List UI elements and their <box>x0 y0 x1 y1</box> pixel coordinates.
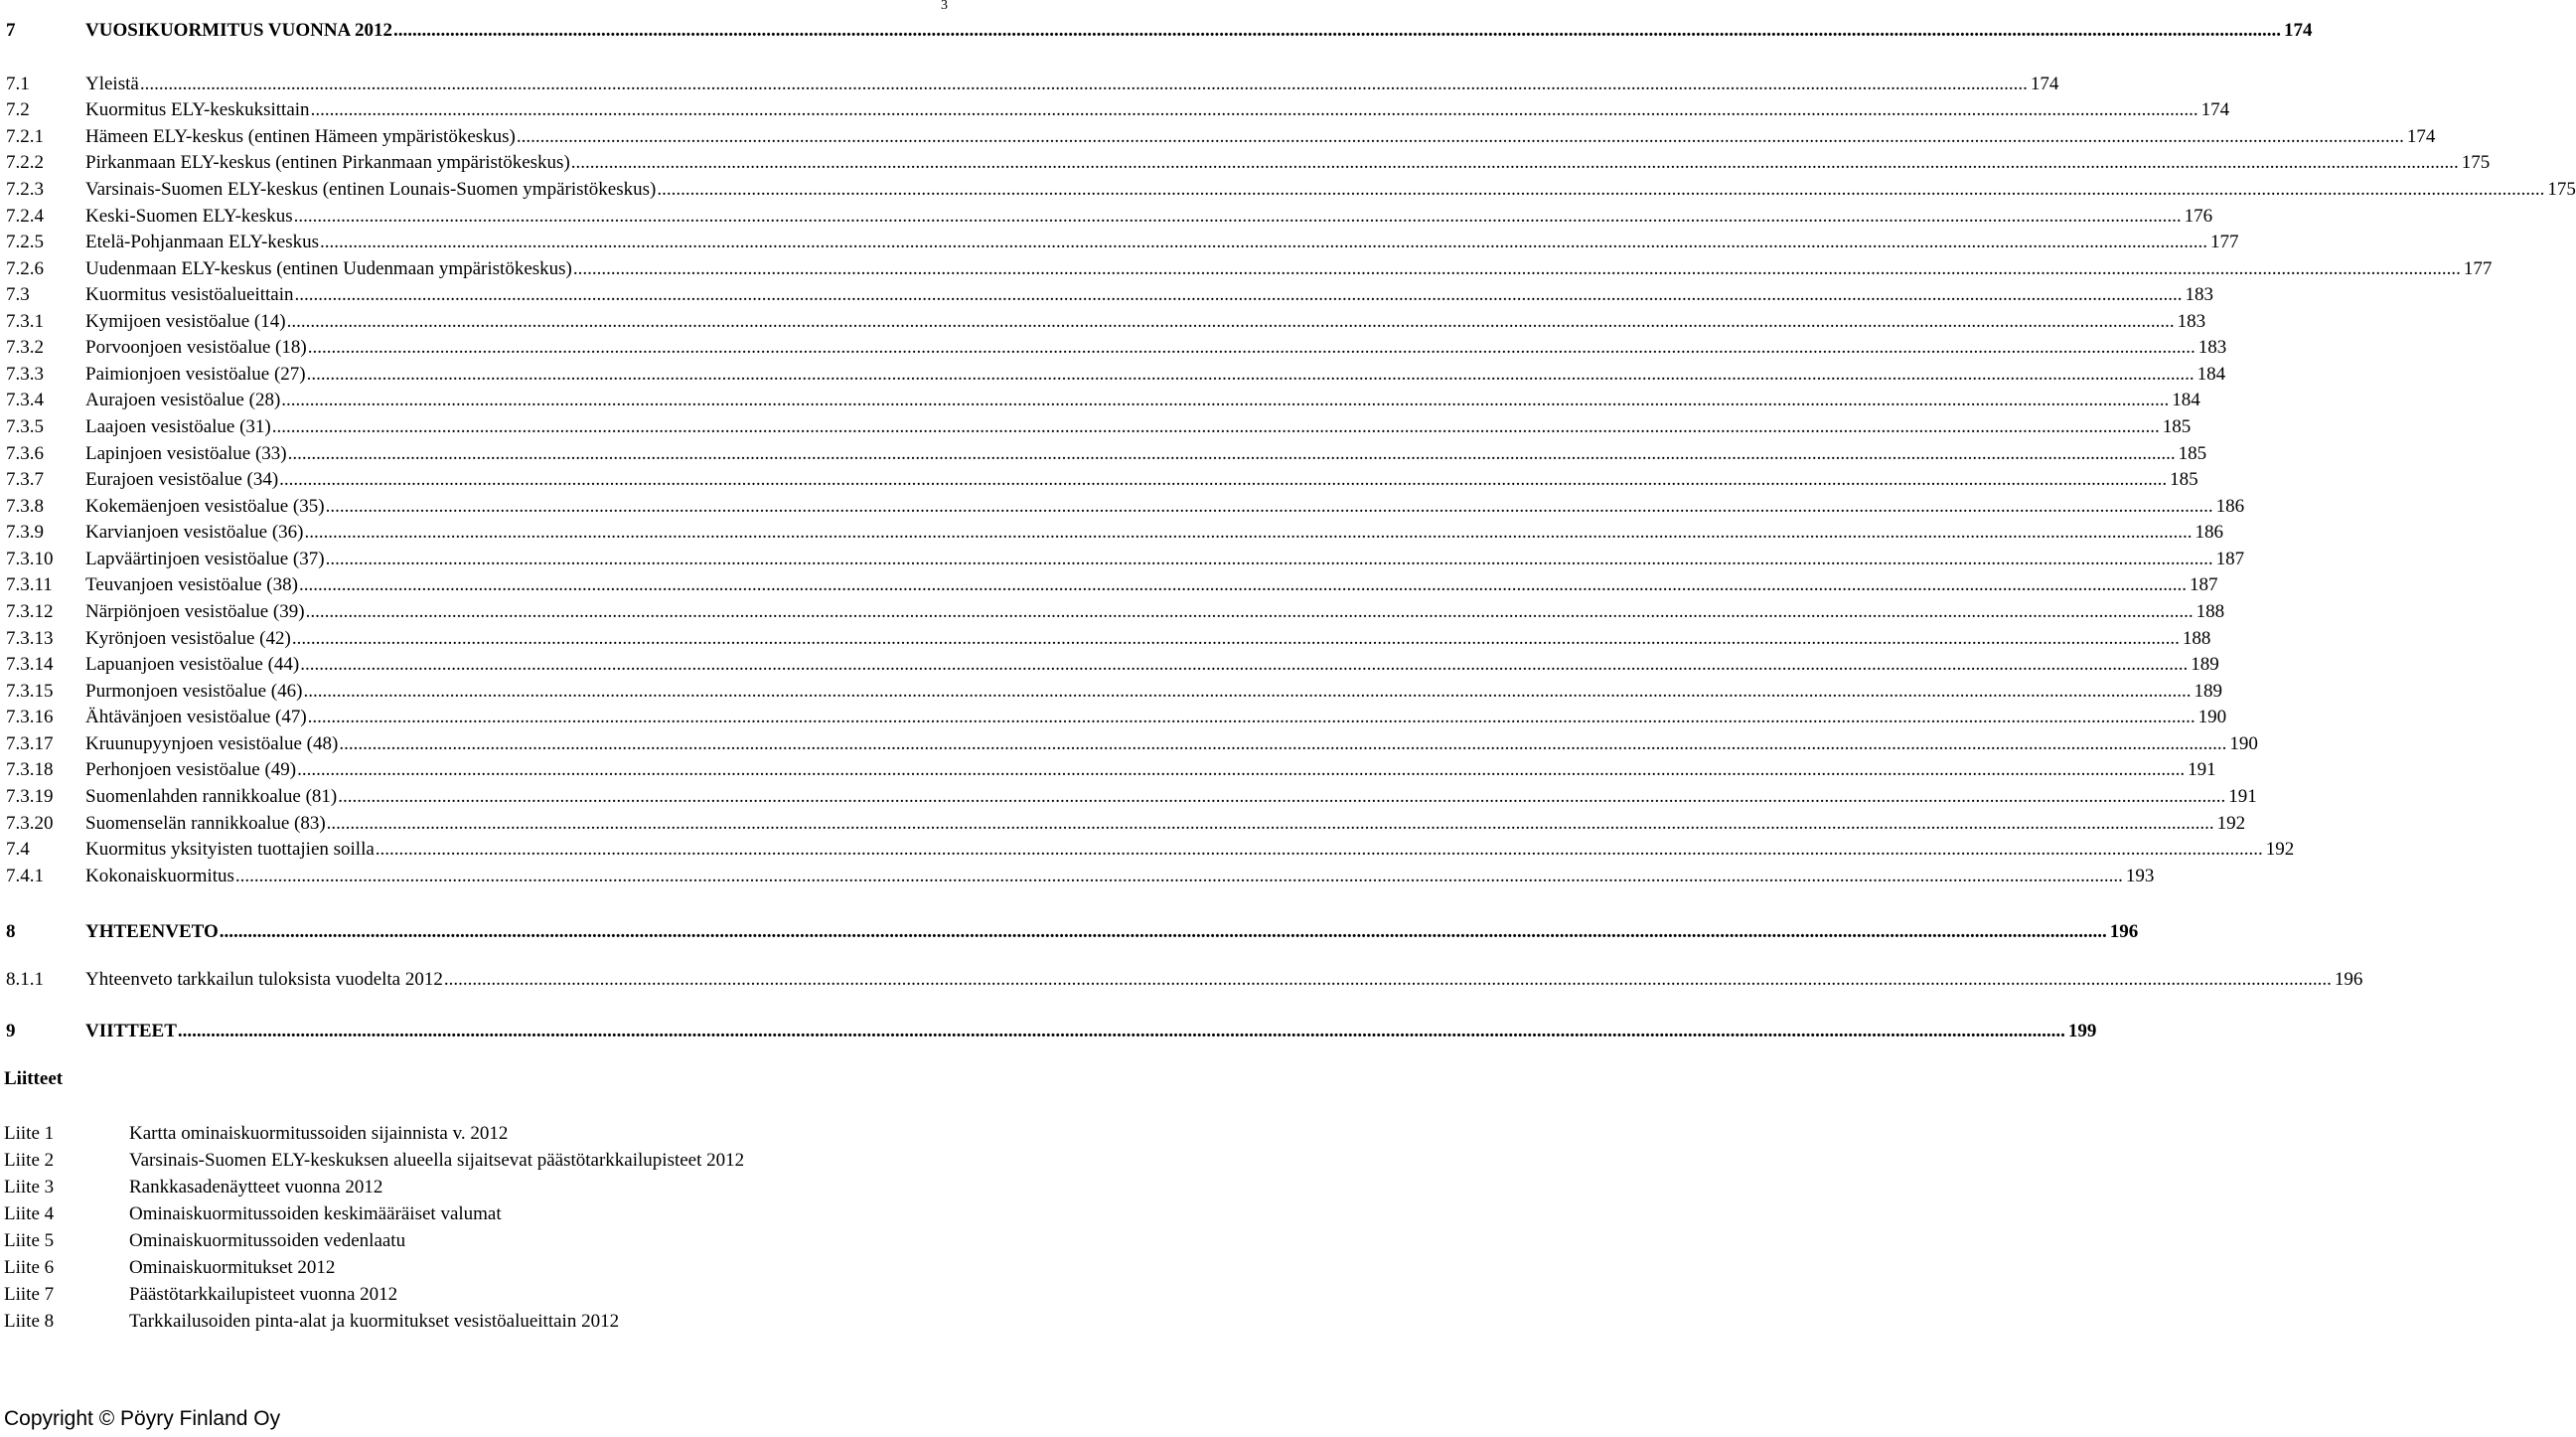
toc-entry[interactable] <box>0 598 2225 625</box>
toc-entry-number: 7.2.5 <box>6 232 44 252</box>
toc-leader-dots: ................................................................................................................................................................................................................................................................................................................................................................................................................ <box>219 921 2107 942</box>
toc-leader-dots: ................................................................................................................................................................................................................................................................................................................................................................................................................ <box>516 126 2404 147</box>
toc-entry-title: Aurajoen vesistöalue (28) <box>85 390 281 410</box>
toc-entry-title: Teuvanjoen vesistöalue (38) <box>85 574 298 595</box>
toc-leader-dots: ................................................................................................................................................................................................................................................................................................................................................................................................................ <box>286 311 2175 332</box>
toc-entry-page: 183 <box>2197 337 2227 358</box>
toc-entry-page: 174 <box>2283 20 2313 41</box>
toc-entry-page: 190 <box>2229 733 2258 754</box>
toc-entry-title: Suomenselän rannikkoalue (83) <box>85 813 326 834</box>
appendix-label: Liite 6 <box>4 1257 55 1278</box>
toc-entry-page: 177 <box>2210 232 2239 252</box>
toc-entry-title: Porvoonjoen vesistöalue (18) <box>85 337 307 358</box>
toc-leader-dots: ................................................................................................................................................................................................................................................................................................................................................................................................................ <box>177 1021 2065 1041</box>
toc-entry[interactable] <box>0 493 2245 520</box>
toc-entry-page: 175 <box>2547 179 2576 200</box>
toc-entry-number: 9 <box>6 1021 16 1041</box>
appendix-description: Ominaiskuormitussoiden keskimääräiset valumat <box>129 1203 502 1224</box>
toc-entry[interactable] <box>0 466 2198 493</box>
toc-entry-page: 176 <box>2184 206 2213 227</box>
toc-entry-page: 192 <box>2216 813 2246 834</box>
appendix-label: Liite 7 <box>4 1284 55 1305</box>
toc-entry-number: 7.3.13 <box>6 628 54 649</box>
toc-entry-title: Karvianjoen vesistöalue (36) <box>85 522 304 543</box>
toc-entry[interactable] <box>0 413 2192 440</box>
toc-entry[interactable] <box>0 387 2200 413</box>
toc-entry-page: 174 <box>2200 99 2230 120</box>
toc-entry-title: Ähtävänjoen vesistöalue (47) <box>85 707 307 727</box>
footer-copyright: Copyright © Pöyry Finland Oy <box>4 1407 281 1430</box>
toc-entry-number: 7.2.3 <box>6 179 44 200</box>
toc-entry-title: YHTEENVETO <box>85 921 219 942</box>
toc-leader-dots: ................................................................................................................................................................................................................................................................................................................................................................................................................ <box>287 443 2176 464</box>
toc-entry-number: 7.3.8 <box>6 496 44 517</box>
toc-leader-dots: ................................................................................................................................................................................................................................................................................................................................................................................................................ <box>271 416 2160 437</box>
toc-entry-page: 190 <box>2197 707 2227 727</box>
toc-entry-title: Hämeen ELY-keskus (entinen Hämeen ympäristökeskus) <box>85 126 516 147</box>
toc-entry-number: 7.3.16 <box>6 707 54 727</box>
toc-leader-dots: ................................................................................................................................................................................................................................................................................................................................................................................................................ <box>307 707 2196 727</box>
toc-entry-title: VUOSIKUORMITUS VUONNA 2012 <box>85 20 392 41</box>
toc-entry-page: 199 <box>2067 1021 2097 1041</box>
toc-entry-page: 184 <box>2197 364 2226 385</box>
toc-entry-title: Kokemäenjoen vesistöalue (35) <box>85 496 325 517</box>
toc-entry[interactable] <box>0 756 2216 783</box>
appendix-description: Varsinais-Suomen ELY-keskuksen alueella sijaitsevat päästötarkkailupisteet 2012 <box>129 1150 745 1171</box>
toc-entry[interactable] <box>0 96 2230 123</box>
appendix-label: Liite 3 <box>4 1177 55 1198</box>
toc-entry[interactable] <box>0 229 2239 255</box>
toc-entry-page: 187 <box>2215 549 2245 569</box>
toc-leader-dots: ................................................................................................................................................................................................................................................................................................................................................................................................................ <box>570 152 2459 173</box>
appendix-description: Kartta ominaiskuormitussoiden sijainnista v. 2012 <box>129 1123 509 1144</box>
toc-entry-number: 7.3.10 <box>6 549 54 569</box>
toc-entry-number: 7.2.1 <box>6 126 44 147</box>
toc-entry[interactable] <box>0 71 2059 97</box>
toc-entry[interactable] <box>0 704 2227 730</box>
toc-entry-number: 7.2 <box>6 99 30 120</box>
toc-entry[interactable] <box>0 308 2206 335</box>
toc-entry-page: 191 <box>2228 786 2257 807</box>
toc-leader-dots: ................................................................................................................................................................................................................................................................................................................................................................................................................ <box>572 258 2461 279</box>
toc-entry-number: 7.2.6 <box>6 258 44 279</box>
toc-leader-dots: ................................................................................................................................................................................................................................................................................................................................................................................................................ <box>326 813 2214 834</box>
toc-entry[interactable] <box>0 334 2227 361</box>
toc-leader-dots: ................................................................................................................................................................................................................................................................................................................................................................................................................ <box>303 681 2192 702</box>
toc-entry-title: Lapväärtinjoen vesistöalue (37) <box>85 549 325 569</box>
toc-entry[interactable] <box>0 678 2222 705</box>
toc-entry-page: 185 <box>2178 443 2207 464</box>
toc-entry-page: 185 <box>2162 416 2192 437</box>
appendix-label: Liite 5 <box>4 1230 55 1251</box>
toc-leader-dots: ................................................................................................................................................................................................................................................................................................................................................................................................................ <box>294 284 2183 305</box>
toc-leader-dots: ................................................................................................................................................................................................................................................................................................................................................................................................................ <box>234 866 2123 886</box>
toc-entry-number: 7 <box>6 20 16 41</box>
toc-entry[interactable] <box>0 281 2214 308</box>
toc-entry-title: Lapinjoen vesistöalue (33) <box>85 443 287 464</box>
toc-entry-number: 7.3.9 <box>6 522 44 543</box>
toc-leader-dots: ................................................................................................................................................................................................................................................................................................................................................................................................................ <box>320 232 2208 252</box>
toc-entry[interactable] <box>0 123 2436 150</box>
toc-leader-dots: ................................................................................................................................................................................................................................................................................................................................................................................................................ <box>291 628 2180 649</box>
appendix-description: Tarkkailusoiden pinta-alat ja kuormitukset vesistöalueittain 2012 <box>129 1311 620 1332</box>
toc-entry-number: 7.3.19 <box>6 786 54 807</box>
toc-entry-page: 183 <box>2185 284 2214 305</box>
toc-entry-number: 7.2.4 <box>6 206 44 227</box>
toc-leader-dots: ................................................................................................................................................................................................................................................................................................................................................................................................................ <box>297 759 2186 780</box>
toc-entry[interactable] <box>0 783 2257 810</box>
toc-entry-title: Yleistä <box>85 74 139 94</box>
toc-entry-title: Keski-Suomen ELY-keskus <box>85 206 293 227</box>
appendices-heading: Liitteet <box>4 1068 64 1089</box>
toc-leader-dots: ................................................................................................................................................................................................................................................................................................................................................................................................................ <box>139 74 2028 94</box>
toc-entry-page: 174 <box>2406 126 2436 147</box>
toc-entry[interactable] <box>0 651 2219 678</box>
toc-leader-dots: ................................................................................................................................................................................................................................................................................................................................................................................................................ <box>281 390 2170 410</box>
toc-entry-number: 7.3.1 <box>6 311 44 332</box>
toc-entry-title: Suomenlahden rannikkoalue (81) <box>85 786 338 807</box>
toc-entry-page: 186 <box>2215 496 2245 517</box>
appendix-label: Liite 2 <box>4 1150 55 1171</box>
appendix-description: Ominaiskuormitukset 2012 <box>129 1257 336 1278</box>
toc-leader-dots: ................................................................................................................................................................................................................................................................................................................................................................................................................ <box>300 654 2189 675</box>
toc-leader-dots: ................................................................................................................................................................................................................................................................................................................................................................................................................ <box>307 337 2196 358</box>
toc-entry-number: 7.2.2 <box>6 152 44 173</box>
toc-leader-dots: ................................................................................................................................................................................................................................................................................................................................................................................................................ <box>306 364 2195 385</box>
toc-entry-title: Lapuanjoen vesistöalue (44) <box>85 654 300 675</box>
toc-entry-page: 189 <box>2191 654 2219 675</box>
appendix-description: Ominaiskuormitussoiden vedenlaatu <box>129 1230 406 1251</box>
toc-entry-page: 196 <box>2334 969 2363 990</box>
toc-entry-title: Purmonjoen vesistöalue (46) <box>85 681 303 702</box>
toc-entry-page: 175 <box>2461 152 2491 173</box>
toc-entry[interactable] <box>0 810 2246 837</box>
toc-entry-page: 188 <box>2196 601 2225 622</box>
toc-entry-number: 7.3.3 <box>6 364 44 385</box>
toc-leader-dots: ................................................................................................................................................................................................................................................................................................................................................................................................................ <box>305 601 2194 622</box>
toc-entry-title: Varsinais-Suomen ELY-keskus (entinen Lounais-Suomen ympäristökeskus) <box>85 179 657 200</box>
toc-entry[interactable] <box>0 519 2223 546</box>
toc-leader-dots: ................................................................................................................................................................................................................................................................................................................................................................................................................ <box>304 522 2193 543</box>
toc-entry-number: 7.3.5 <box>6 416 44 437</box>
toc-entry-page: 177 <box>2463 258 2493 279</box>
toc-entry-page: 193 <box>2125 866 2155 886</box>
toc-entry-number: 8 <box>6 921 16 942</box>
toc-entry-title: Laajoen vesistöalue (31) <box>85 416 271 437</box>
toc-entry-number: 7.3.14 <box>6 654 54 675</box>
toc-entry-page: 191 <box>2188 759 2216 780</box>
toc-entry-title: Kokonaiskuormitus <box>85 866 234 886</box>
toc-leader-dots: ................................................................................................................................................................................................................................................................................................................................................................................................................ <box>657 179 2545 200</box>
toc-entry-page: 192 <box>2265 839 2295 860</box>
toc-entry-page: 196 <box>2109 921 2139 942</box>
toc-entry[interactable] <box>0 966 2363 993</box>
toc-entry-number: 7.3.7 <box>6 469 44 490</box>
toc-entry[interactable] <box>0 255 2493 282</box>
toc-entry-title: Kuormitus vesistöalueittain <box>85 284 294 305</box>
toc-entry-number: 7.3.20 <box>6 813 54 834</box>
toc-entry[interactable] <box>0 836 2295 863</box>
toc-entry-page: 189 <box>2194 681 2222 702</box>
toc-entry[interactable] <box>0 176 2576 203</box>
toc-entry-number: 7.3.2 <box>6 337 44 358</box>
toc-entry-title: VIITTEET <box>85 1021 177 1041</box>
toc-entry-title: Kyrönjoen vesistöalue (42) <box>85 628 291 649</box>
page-number: 3 <box>941 0 948 13</box>
toc-entry[interactable] <box>0 918 2139 945</box>
toc-entry-number: 7.3.17 <box>6 733 54 754</box>
toc-entry-number: 8.1.1 <box>6 969 44 990</box>
toc-entry-number: 7.1 <box>6 74 30 94</box>
toc-entry-title: Kuormitus yksityisten tuottajien soilla <box>85 839 375 860</box>
toc-leader-dots: ................................................................................................................................................................................................................................................................................................................................................................................................................ <box>338 786 2226 807</box>
toc-leader-dots: ................................................................................................................................................................................................................................................................................................................................................................................................................ <box>443 969 2332 990</box>
toc-entry-number: 7.3.4 <box>6 390 44 410</box>
toc-entry-page: 186 <box>2195 522 2223 543</box>
toc-leader-dots: ................................................................................................................................................................................................................................................................................................................................................................................................................ <box>375 839 2263 860</box>
toc-entry-number: 7.3.12 <box>6 601 54 622</box>
toc-entry[interactable] <box>0 571 2218 598</box>
toc-entry-title: Eurajoen vesistöalue (34) <box>85 469 279 490</box>
toc-entry[interactable] <box>0 863 2155 889</box>
toc-entry-page: 183 <box>2177 311 2206 332</box>
toc-entry[interactable] <box>0 1018 2097 1044</box>
toc-leader-dots: ................................................................................................................................................................................................................................................................................................................................................................................................................ <box>339 733 2227 754</box>
toc-entry-title: Pirkanmaan ELY-keskus (entinen Pirkanmaan ympäristökeskus) <box>85 152 570 173</box>
toc-leader-dots: ................................................................................................................................................................................................................................................................................................................................................................................................................ <box>279 469 2168 490</box>
toc-entry-title: Yhteenveto tarkkailun tuloksista vuodelta 2012 <box>85 969 443 990</box>
toc-leader-dots: ................................................................................................................................................................................................................................................................................................................................................................................................................ <box>392 20 2281 41</box>
appendix-label: Liite 1 <box>4 1123 55 1144</box>
toc-entry-title: Närpiönjoen vesistöalue (39) <box>85 601 305 622</box>
appendix-label: Liite 8 <box>4 1311 55 1332</box>
toc-entry-page: 188 <box>2182 628 2211 649</box>
appendix-description: Päästötarkkailupisteet vuonna 2012 <box>129 1284 398 1305</box>
toc-entry[interactable] <box>0 17 2313 44</box>
toc-entry-number: 7.3.18 <box>6 759 54 780</box>
toc-entry-number: 7.3.15 <box>6 681 54 702</box>
toc-entry-number: 7.4 <box>6 839 30 860</box>
toc-leader-dots: ................................................................................................................................................................................................................................................................................................................................................................................................................ <box>298 574 2187 595</box>
toc-entry-title: Etelä-Pohjanmaan ELY-keskus <box>85 232 320 252</box>
toc-leader-dots: ................................................................................................................................................................................................................................................................................................................................................................................................................ <box>325 496 2213 517</box>
appendix-description: Rankkasadenäytteet vuonna 2012 <box>129 1177 383 1198</box>
toc-entry-number: 7.3.11 <box>6 574 53 595</box>
toc-entry-title: Kruunupyynjoen vesistöalue (48) <box>85 733 339 754</box>
toc-entry[interactable] <box>0 546 2245 572</box>
appendix-label: Liite 4 <box>4 1203 55 1224</box>
toc-entry-title: Uudenmaan ELY-keskus (entinen Uudenmaan ympäristökeskus) <box>85 258 572 279</box>
toc-leader-dots: ................................................................................................................................................................................................................................................................................................................................................................................................................ <box>310 99 2198 120</box>
toc-entry-page: 174 <box>2030 74 2059 94</box>
toc-entry[interactable] <box>0 149 2491 176</box>
toc-entry-number: 7.3 <box>6 284 30 305</box>
toc-entry-page: 187 <box>2189 574 2218 595</box>
toc-entry[interactable] <box>0 361 2226 388</box>
toc-entry-title: Kymijoen vesistöalue (14) <box>85 311 286 332</box>
toc-entry-page: 185 <box>2170 469 2198 490</box>
toc-entry-title: Kuormitus ELY-keskuksittain <box>85 99 310 120</box>
toc-entry-number: 7.4.1 <box>6 866 44 886</box>
toc-leader-dots: ................................................................................................................................................................................................................................................................................................................................................................................................................ <box>293 206 2182 227</box>
toc-entry[interactable] <box>0 730 2258 757</box>
toc-entry-title: Perhonjoen vesistöalue (49) <box>85 759 297 780</box>
toc-entry[interactable] <box>0 625 2211 652</box>
toc-entry-number: 7.3.6 <box>6 443 44 464</box>
toc-entry-title: Paimionjoen vesistöalue (27) <box>85 364 306 385</box>
toc-entry-page: 184 <box>2172 390 2200 410</box>
toc-entry[interactable] <box>0 203 2213 230</box>
toc-entry[interactable] <box>0 440 2207 467</box>
toc-leader-dots: ................................................................................................................................................................................................................................................................................................................................................................................................................ <box>325 549 2213 569</box>
